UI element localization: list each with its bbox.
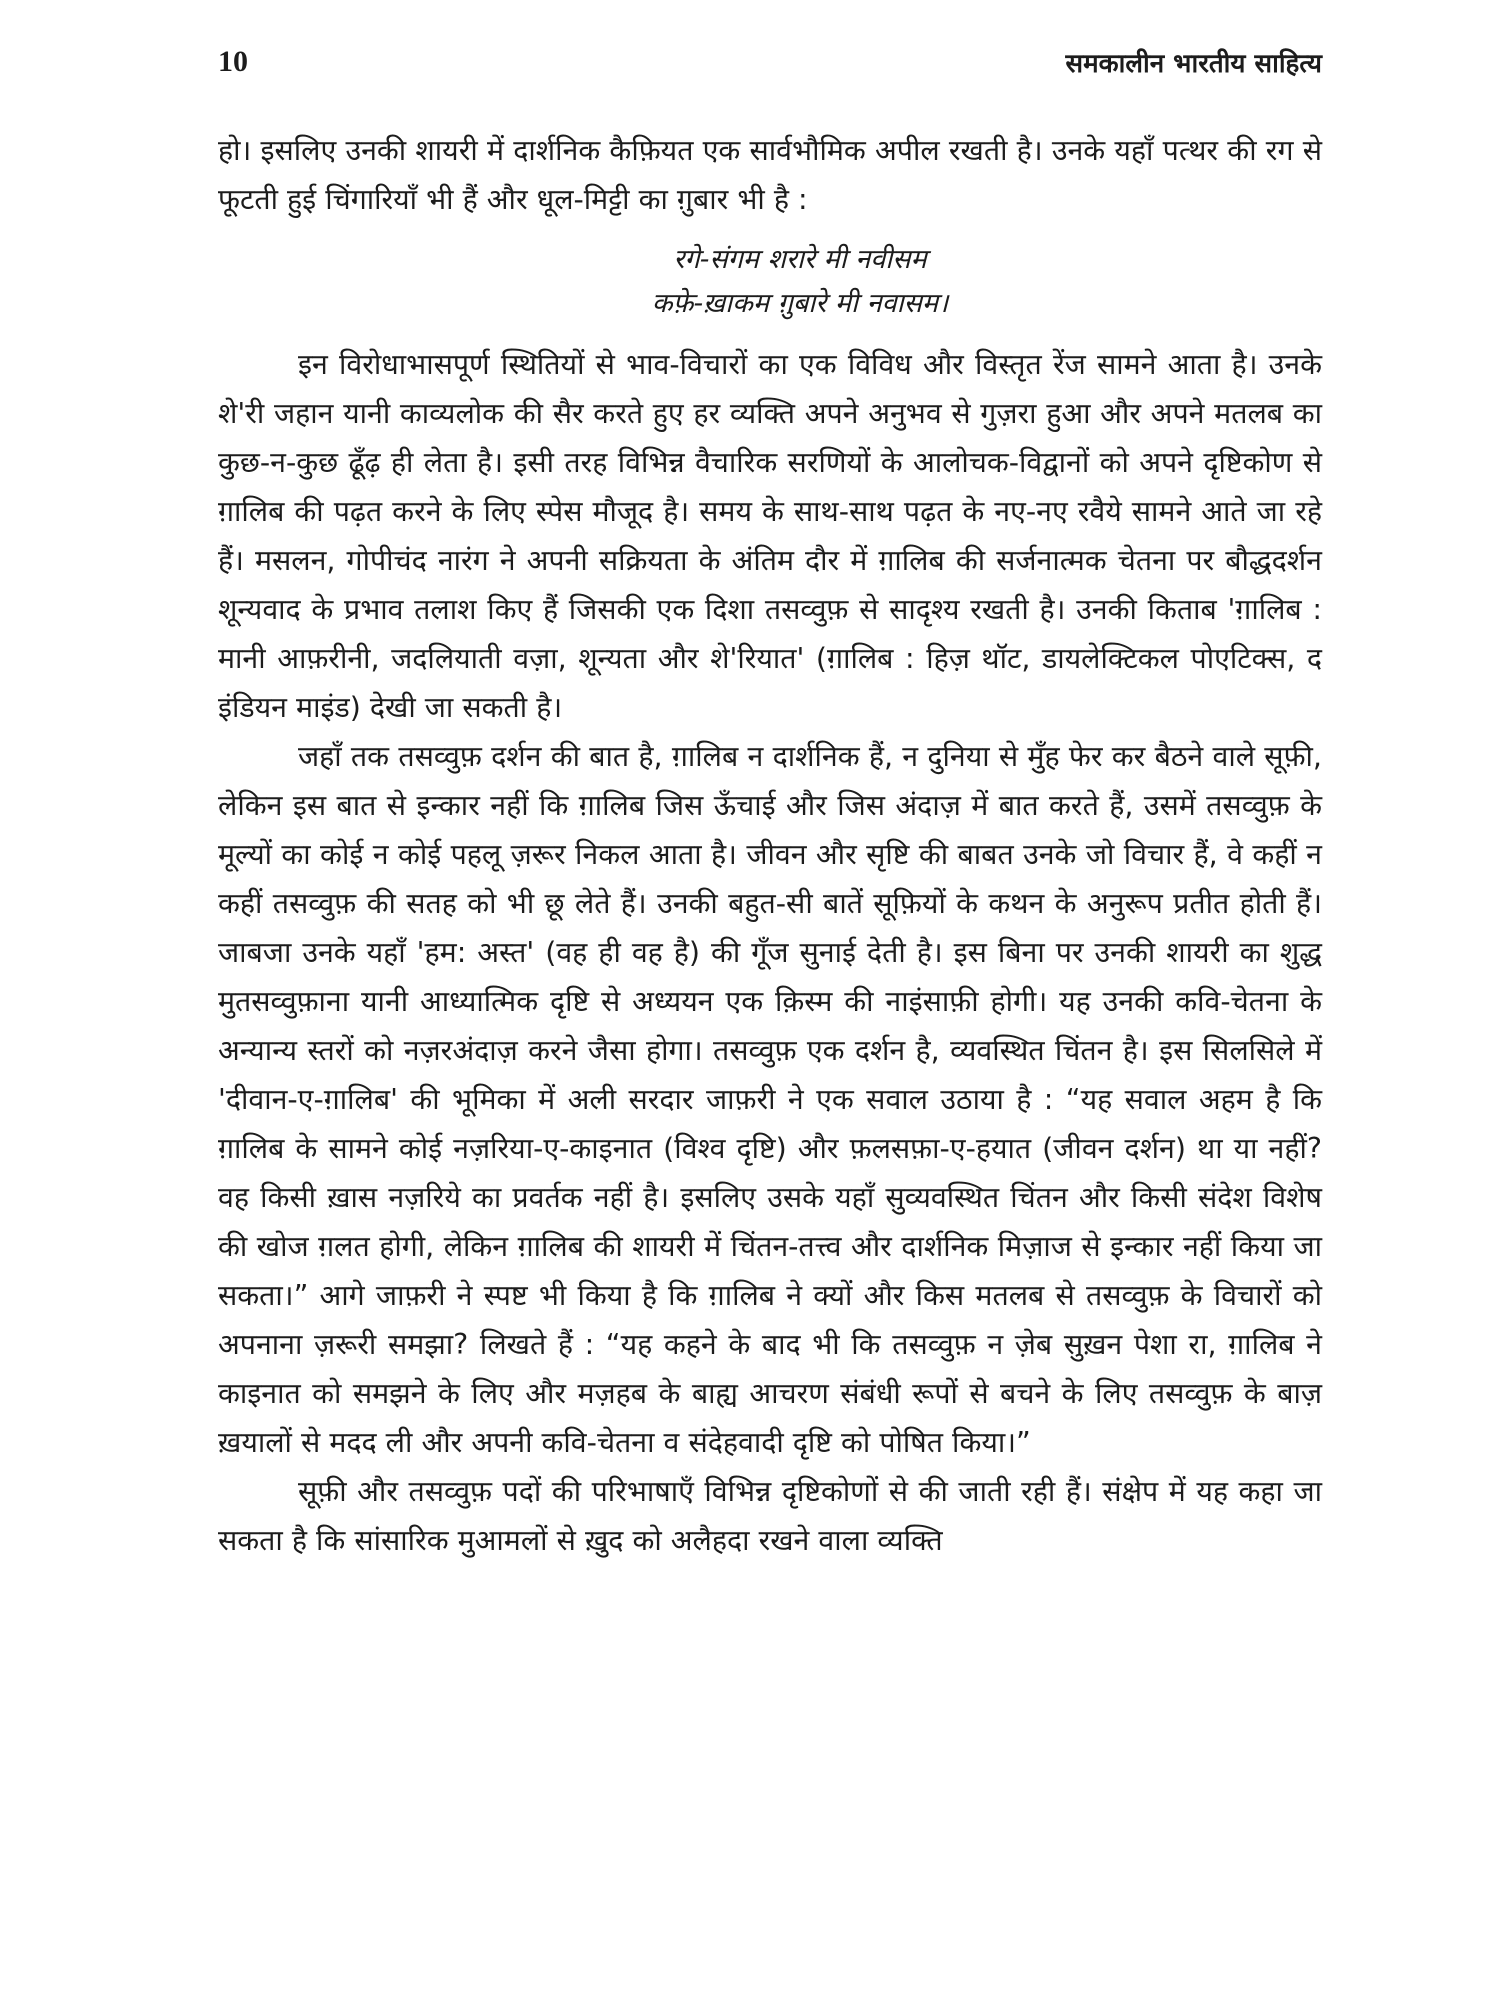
- running-head: [218, 40, 1322, 84]
- paragraph-1: हो। इसलिए उनकी शायरी में दार्शनिक कैफ़ियत एक सार्वभौमिक अपील रखती है। उनके यहाँ पत्थर की रग से फूटती हुई चिंगारियाँ भी हैं और धूल-मिट्टी का ग़ुबार भी है :: [218, 134, 1322, 216]
- body-text: [218, 126, 1322, 1565]
- paragraph-2: इन विरोधाभासपूर्ण स्थितियों से भाव-विचारों का एक विविध और विस्तृत रेंज सामने आता है। उनके शे'री जहान यानी काव्यलोक की सैर करते हुए हर व्यक्ति अपने अनुभव से गुज़रा हुआ और अपने मतलब का कुछ-न-कुछ ढूँढ़ ही लेता है। इसी तरह विभिन्न वैचारिक सरणियों के आलोचक-विद्वानों को अपने दृष्टिकोण से ग़ालिब की पढ़त करने के लिए स्पेस मौजूद है। समय के साथ-साथ पढ़त के नए-नए रवैये सामने आते जा रहे हैं। मसलन, गोपीचंद नारंग ने अपनी सक्रियता के अंतिम दौर में ग़ालिब की सर्जनात्मक चेतना पर बौद्धदर्शन शून्यवाद के प्रभाव तलाश किए हैं जिसकी एक दिशा तसव्वुफ़ से सादृश्य रखती है। उनकी किताब 'ग़ालिब : मानी आफ़रीनी, जदलियाती वज़ा, शून्यता और शे'रियात' (ग़ालिब : हिज़ थॉट, डायलेक्टिकल पोएटिक्स, द इंडियन माइंड) देखी जा सकती है।: [218, 348, 1322, 724]
- verse-line-2: कफ़े-ख़ाकम ग़ुबारे मी नवासम।: [651, 288, 949, 319]
- paragraph-3: जहाँ तक तसव्वुफ़ दर्शन की बात है, ग़ालिब न दार्शनिक हैं, न दुनिया से मुँह फेर कर बैठने वाले सूफ़ी, लेकिन इस बात से इन्कार नहीं कि ग़ालिब जिस ऊँचाई और जिस अंदाज़ में बात करते हैं, उसमें तसव्वुफ़ के मूल्यों का कोई न कोई पहलू ज़रूर निकल आता है। जीवन और सृष्टि की बाबत उनके जो विचार हैं, वे कहीं न कहीं तसव्वुफ़ की सतह को भी छू लेते हैं। उनकी बहुत-सी बातें सूफ़ियों के कथन के अनुरूप प्रतीत होती हैं। जाबजा उनके यहाँ 'हम: अस्त' (वह ही वह है) की गूँज सुनाई देती है। इस बिना पर उनकी शायरी का शुद्ध मुतसव्वुफ़ाना यानी आध्यात्मिक दृष्टि से अध्ययन एक क़िस्म की नाइंसाफ़ी होगी। यह उनकी कवि-चेतना के अन्यान्य स्तरों को नज़रअंदाज़ करने जैसा होगा। तसव्वुफ़ एक दर्शन है, व्यवस्थित चिंतन है। इस सिलसिले में 'दीवान-ए-ग़ालिब' की भूमिका में अली सरदार जाफ़री ने एक सवाल उठाया है : “यह सवाल अहम है कि ग़ालिब के सामने कोई नज़रिया-ए-काइनात (विश्व दृष्टि) और फ़लसफ़ा-ए-हयात (जीवन दर्शन) था या नहीं? वह किसी ख़ास नज़रिये का प्रवर्तक नहीं है। इसलिए उसके यहाँ सुव्यवस्थित चिंतन और किसी संदेश विशेष की खोज ग़लत होगी, लेकिन ग़ालिब की शायरी में चिंतन-तत्त्व और दार्शनिक मिज़ाज से इन्कार नहीं किया जा सकता।” आगे जाफ़री ने स्पष्ट भी किया है कि ग़ालिब ने क्यों और किस मतलब से तसव्वुफ़ के विचारों को अपनाना ज़रूरी समझा? लिखते हैं : “यह कहने के बाद भी कि तसव्वुफ़ न ज़ेब सुख़न पेशा रा, ग़ालिब ने काइनात को समझने के लिए और मज़हब के बाह्य आचरण संबंधी रूपों से बचने के लिए तसव्वुफ़ के बाज़ ख़यालों से मदद ली और अपनी कवि-चेतना व संदेहवादी दृष्टि को पोषित किया।”: [218, 740, 1322, 1459]
- verse-line-1: रगे-संगम शरारे मी नवीसम: [673, 244, 927, 275]
- page-number: 10: [218, 45, 248, 78]
- verse-couplet: [218, 238, 1322, 326]
- book-title: समकालीन भारतीय साहित्य: [1065, 49, 1322, 79]
- paragraph-4: सूफ़ी और तसव्वुफ़ पदों की परिभाषाएँ विभिन्न दृष्टिकोणों से की जाती रही हैं। संक्षेप में यह कहा जा सकता है कि सांसारिक मुआमलों से ख़ुद को अलैहदा रखने वाला व्यक्ति: [218, 1475, 1322, 1557]
